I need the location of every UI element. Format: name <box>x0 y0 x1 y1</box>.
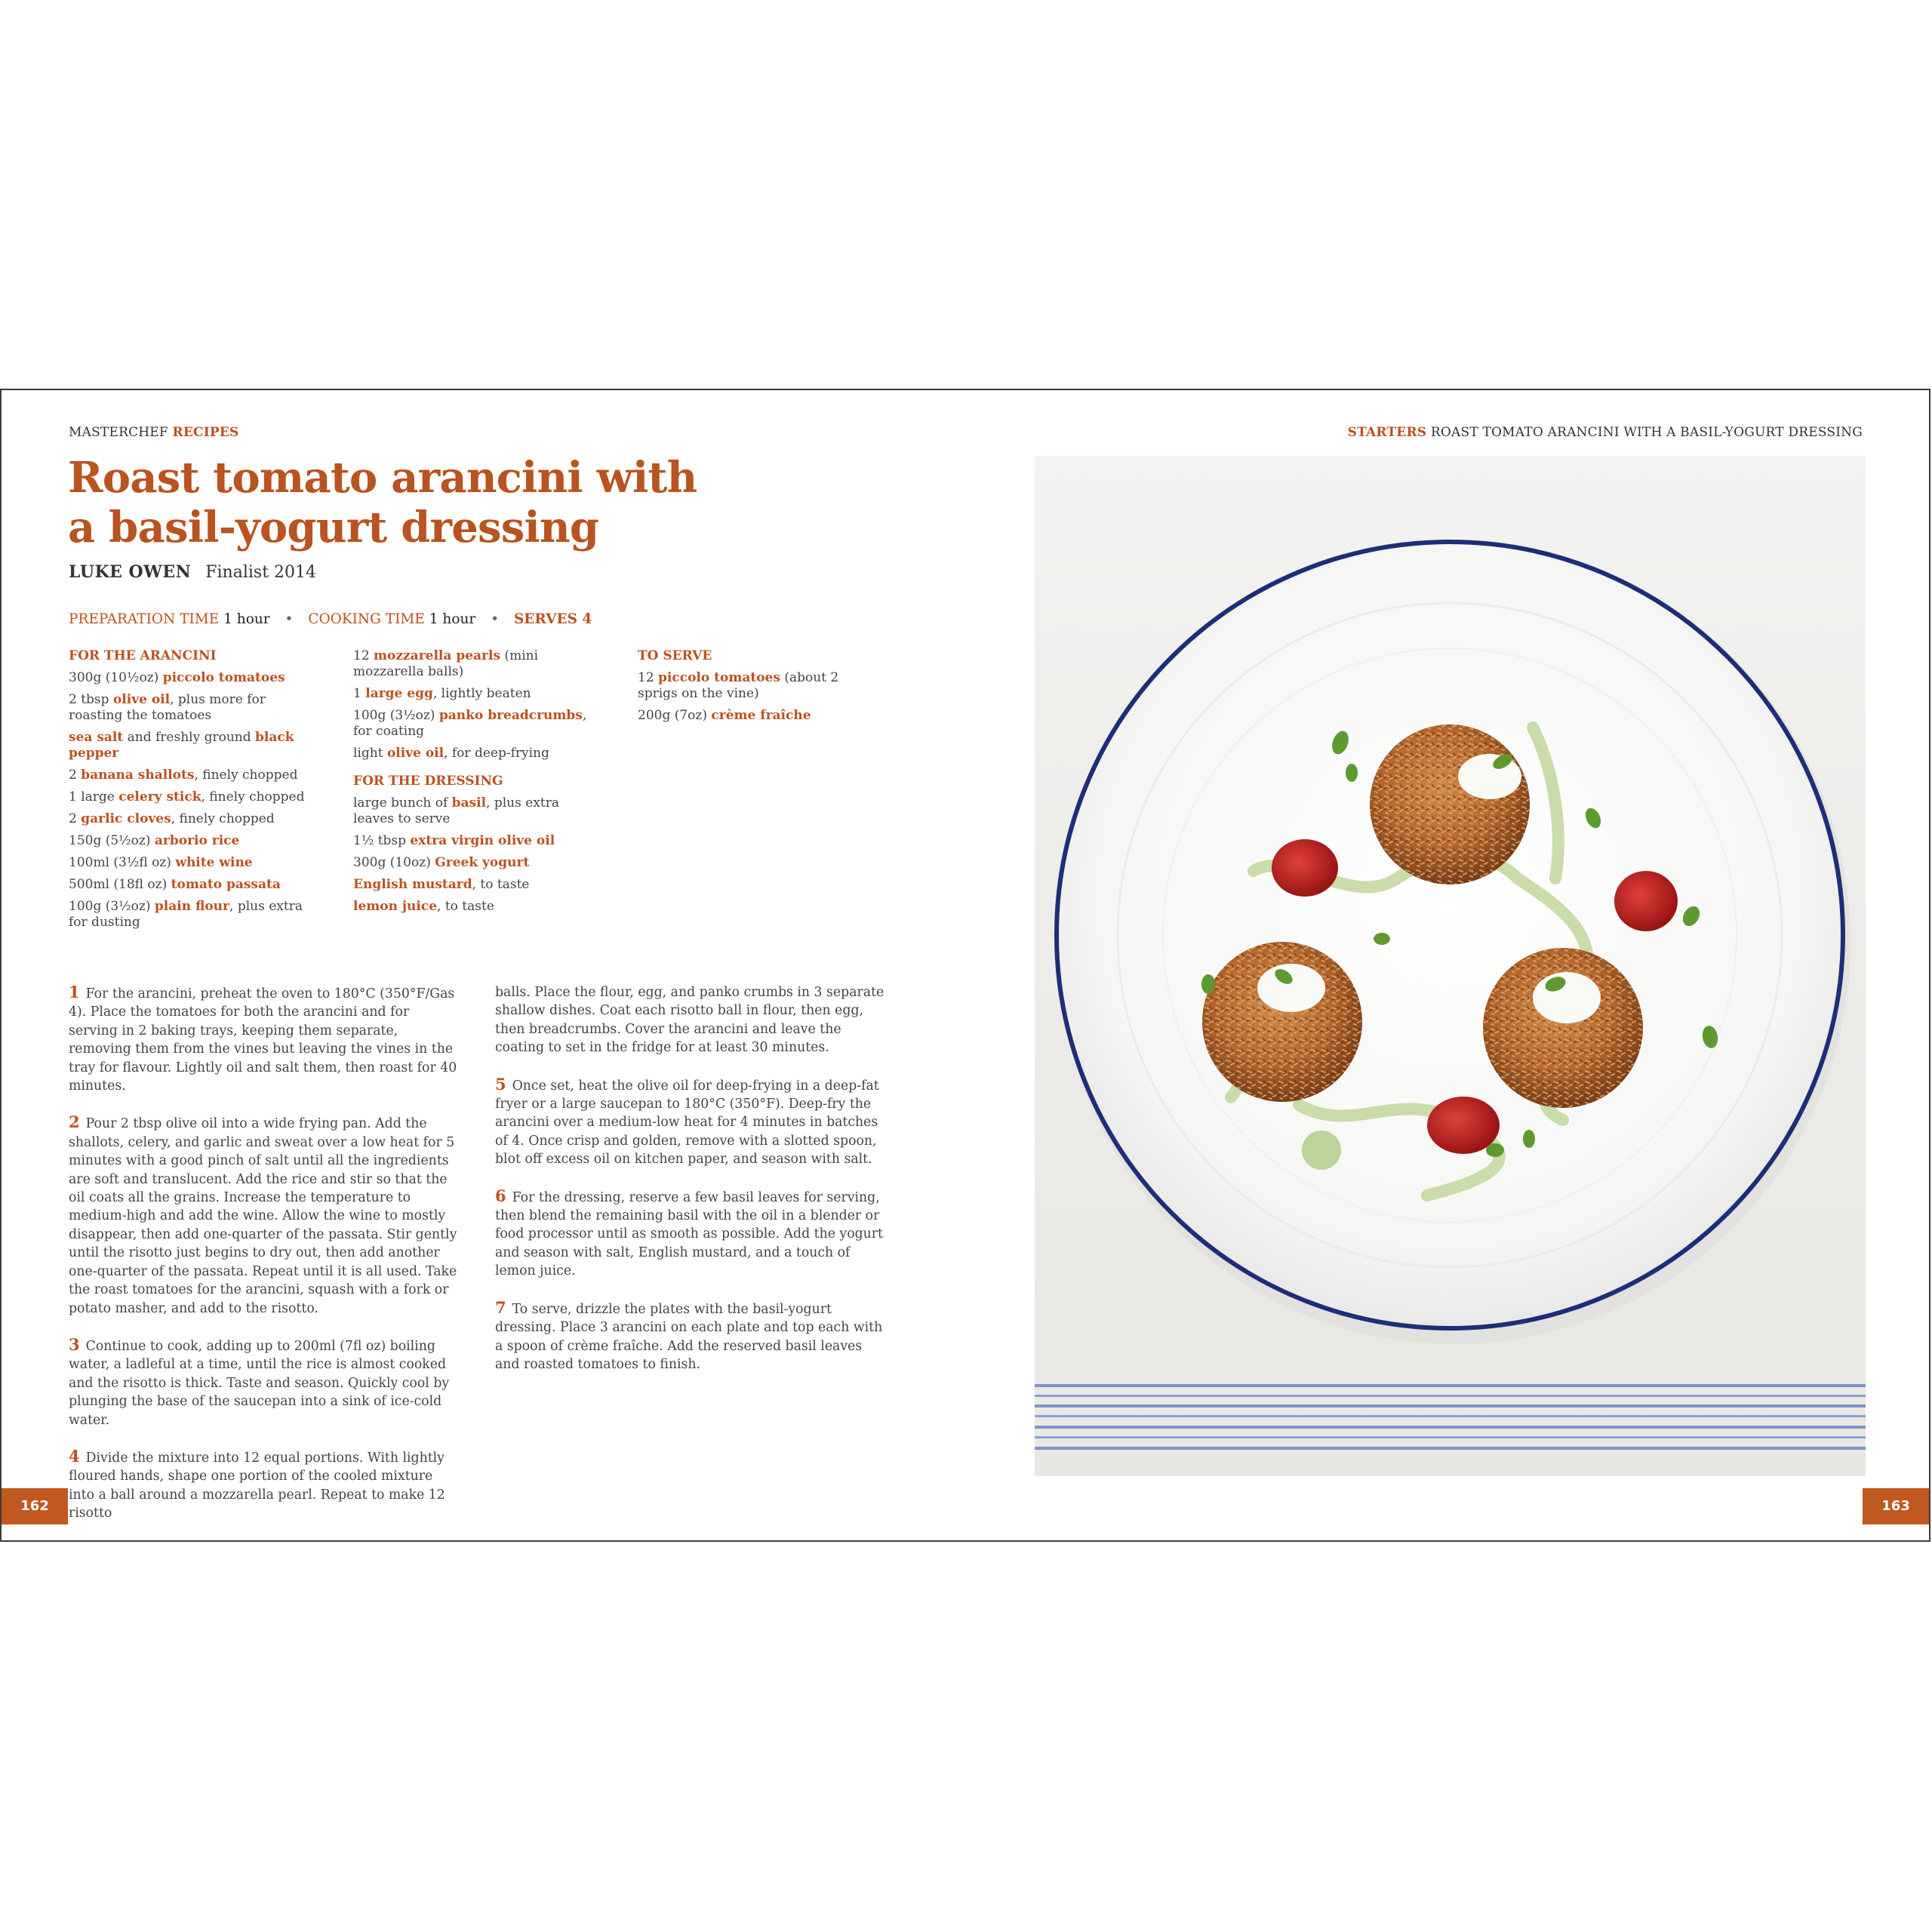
ingredient-name: piccolo tomatoes <box>162 670 285 685</box>
ingredient-item: 300g (10oz) Greek yogurt <box>353 855 530 870</box>
header-prefix: MASTERCHEF <box>69 425 168 440</box>
header-section: RECIPES <box>172 425 239 440</box>
ingredient-item: light olive oil, for deep-frying <box>353 746 549 761</box>
ingredient-item: 12 mozzarella pearls (mini mozzarella balls) <box>353 648 539 679</box>
ingredient-item: 1½ tbsp extra virgin olive oil <box>353 833 555 848</box>
step-number: 6 <box>495 1186 506 1205</box>
step-4-continued: balls. Place the flour, egg, and panko crumbs in 3 separate shallow dishes. Coat each risotto ball in flour, then egg, then breadcrumbs. Cover the arancini and leave the coating to set in the fridge for at least 30 minutes. <box>495 985 884 1056</box>
ingredient-name: extra virgin olive oil <box>410 833 555 848</box>
dressing-heading: FOR THE DRESSING <box>353 774 503 789</box>
ingredient-item: 300g (10½oz) piccolo tomatoes <box>69 670 285 685</box>
ingredient-name: banana shallots <box>81 768 195 783</box>
ingredient-item: 100g (3½oz) panko breadcrumbs, for coating <box>353 708 587 739</box>
method-step <box>69 1447 461 1523</box>
ingredient-item: 12 piccolo tomatoes (about 2 sprigs on the vine) <box>638 670 839 701</box>
dressing-dot <box>1302 1131 1341 1170</box>
header-title-right: ROAST TOMATO ARANCINI WITH A BASIL-YOGURT DRESSING <box>1430 425 1863 440</box>
title-line-2: a basil-yogurt dressing <box>68 503 599 552</box>
separator-dot: • <box>491 611 500 627</box>
title-line-1: Roast tomato arancini with <box>68 453 697 503</box>
ingredient-name: arborio rice <box>154 833 240 848</box>
to-serve-ingredient-list <box>638 670 879 724</box>
step-number: 2 <box>69 1112 80 1132</box>
step-number: 3 <box>69 1334 80 1354</box>
ingredient-item: English mustard, to taste <box>353 877 530 892</box>
ingredients-col-2 <box>353 648 587 921</box>
ingredient-item: 2 tbsp olive oil, plus more for roasting the tomatoes <box>69 692 266 723</box>
ingredient-name: large egg <box>365 686 433 701</box>
arancini-ball <box>1370 724 1530 884</box>
prep-time-value: 1 hour <box>223 611 270 627</box>
ingredient-name: lemon juice <box>353 899 438 914</box>
ingredient-name: crème fraîche <box>711 708 811 723</box>
method-step <box>69 983 461 1095</box>
ingredient-name: olive oil <box>112 692 171 707</box>
ingredient-name: white wine <box>175 855 253 870</box>
ingredient-item: 150g (5½oz) arborio rice <box>69 833 240 848</box>
arancini-heading: FOR THE ARANCINI <box>69 648 217 663</box>
method-step <box>495 1299 888 1374</box>
dressing-ingredient-list <box>353 795 587 915</box>
ingredient-item: 200g (7oz) crème fraîche <box>638 708 811 723</box>
ingredient-item: sea salt and freshly ground black pepper <box>69 730 294 761</box>
arancini-ball <box>1202 942 1362 1102</box>
cook-time-value: 1 hour <box>429 611 476 627</box>
ingredient-item: 2 garlic cloves, finely chopped <box>69 811 275 826</box>
ingredient-item: 500ml (18fl oz) tomato passata <box>69 877 281 892</box>
method-step <box>69 1113 461 1317</box>
step-text: For the arancini, preheat the oven to 180°C (350°F/Gas 4). Place the tomatoes for both the arancini and for serving in 2 baking trays, keeping them separate, removing them from the vines but leaving the vines in the tray for flavour. Lightly oil and salt them, then roast for 40 minutes. <box>69 986 457 1094</box>
header-section-right: STARTERS <box>1347 425 1427 440</box>
roast-tomato <box>1272 839 1338 897</box>
to-serve-heading: TO SERVE <box>638 648 712 663</box>
step-text: Pour 2 tbsp olive oil into a wide frying pan. Add the shallots, celery, and garlic and sweat over a low heat for 5 minutes with a good pinch of salt until all the ingredients are soft and translucent. Add the rice and stir so that the oil coats all the grains. Increase the temperature to medium-high and add the wine. Allow the wine to mostly disappear, then add one-quarter of the passata. Stir gently until the risotto just begins to dry out, then add another one-quarter of the passata. Repeat until it is all used. Take the roast tomatoes for the arancini, squash with a fork or potato masher, and add to the risotto. <box>69 1116 457 1316</box>
byline <box>69 562 316 582</box>
page-number-left: 162 <box>2 1488 68 1524</box>
ingredient-item: 100g (3½oz) plain flour, plus extra for dusting <box>69 899 303 930</box>
page-number-right: 163 <box>1863 1488 1929 1524</box>
book-spread <box>0 389 1930 1542</box>
recipe-meta <box>69 611 592 627</box>
ingredient-name: panko breadcrumbs <box>438 708 583 723</box>
method-step <box>69 1336 461 1429</box>
ingredient-name: black pepper <box>69 730 294 761</box>
author-name: LUKE OWEN <box>69 562 192 582</box>
ingredient-name: olive oil <box>386 746 445 761</box>
coating-ingredient-list <box>353 648 587 761</box>
ingredient-item: 1 large celery stick, finely chopped <box>69 789 305 804</box>
ingredient-name: mozzarella pearls <box>374 648 501 663</box>
ingredients-col-1 <box>69 648 318 937</box>
step-text: To serve, drizzle the plates with the basil-yogurt dressing. Place 3 arancini on each plate and top each with a spoon of crème fraîche. Add the reserved basil leaves and roasted tomatoes to finish. <box>495 1301 883 1372</box>
step-text: Continue to cook, adding up to 200ml (7fl oz) boiling water, a ladleful at a time, until the rice is almost cooked and the risotto is thick. Taste and season. Quickly cool by plunging the base of the saucepan into a sink of ice-cold water. <box>69 1338 450 1428</box>
method-steps-right <box>495 1075 888 1374</box>
ingredient-item: lemon juice, to taste <box>353 899 494 914</box>
serves-label: SERVES 4 <box>513 611 592 627</box>
step-text: Once set, heat the olive oil for deep-frying in a deep-fat fryer or a large saucepan to 180°C (350°F). Deep-fry the arancini over a medium-low heat for 4 minutes in batches of 4. Once crisp and golden, remove with a slotted spoon, blot off excess oil on kitchen paper, and season with salt. <box>495 1078 879 1168</box>
method-steps-left <box>69 983 461 1523</box>
ingredient-name: celery stick <box>118 789 202 804</box>
arancini-ingredient-list <box>69 670 318 931</box>
method-col-2 <box>495 983 888 1392</box>
tablecloth-stripes <box>1035 1384 1866 1450</box>
step-number: 7 <box>495 1297 506 1317</box>
method-step <box>495 1187 888 1281</box>
cook-time-label: COOKING TIME <box>308 611 425 627</box>
ingredient-item: large bunch of basil, plus extra leaves to serve <box>353 795 559 826</box>
step-number: 1 <box>69 983 80 1001</box>
arancini-plate-illustration <box>1035 456 1866 1476</box>
step-number: 5 <box>495 1074 506 1094</box>
ingredient-name: basil <box>451 795 487 811</box>
arancini-ball <box>1483 948 1643 1108</box>
recipe-title <box>68 453 747 552</box>
ingredient-item: 100ml (3½fl oz) white wine <box>69 855 253 870</box>
step-number: 4 <box>69 1446 80 1466</box>
ingredient-name: sea salt <box>69 730 124 745</box>
plate <box>1057 542 1843 1328</box>
ingredient-name: garlic cloves <box>81 811 171 826</box>
right-running-header <box>1348 425 1863 440</box>
step-text: For the dressing, reserve a few basil leaves for serving, then blend the remaining basil with the oil in a blender or food processor until as smooth as possible. Add the yogurt and season with salt, English mustard, and a touch of lemon juice. <box>495 1189 883 1279</box>
ingredient-item: 2 banana shallots, finely chopped <box>69 768 298 783</box>
ingredient-name: Greek yogurt <box>435 855 530 870</box>
recipe-photo <box>1035 456 1866 1476</box>
method-col-1 <box>69 983 461 1541</box>
ingredient-name: plain flour <box>154 899 230 914</box>
ingredient-name: tomato passata <box>171 877 281 892</box>
step-text: Divide the mixture into 12 equal portions. With lightly floured hands, shape one portion of the cooled mixture into a ball around a mozzarella pearl. Repeat to make 12 risotto <box>69 1450 445 1521</box>
prep-time-label: PREPARATION TIME <box>69 611 220 627</box>
ingredient-name: piccolo tomatoes <box>658 670 780 685</box>
ingredients-col-3 <box>638 648 879 730</box>
author-role: Finalist 2014 <box>205 563 317 582</box>
ingredient-name: English mustard <box>353 877 472 892</box>
left-running-header <box>69 425 239 440</box>
method-step <box>495 1075 888 1169</box>
roast-tomato <box>1614 871 1678 931</box>
ingredient-item: 1 large egg, lightly beaten <box>353 686 531 701</box>
separator-dot: • <box>285 611 294 627</box>
